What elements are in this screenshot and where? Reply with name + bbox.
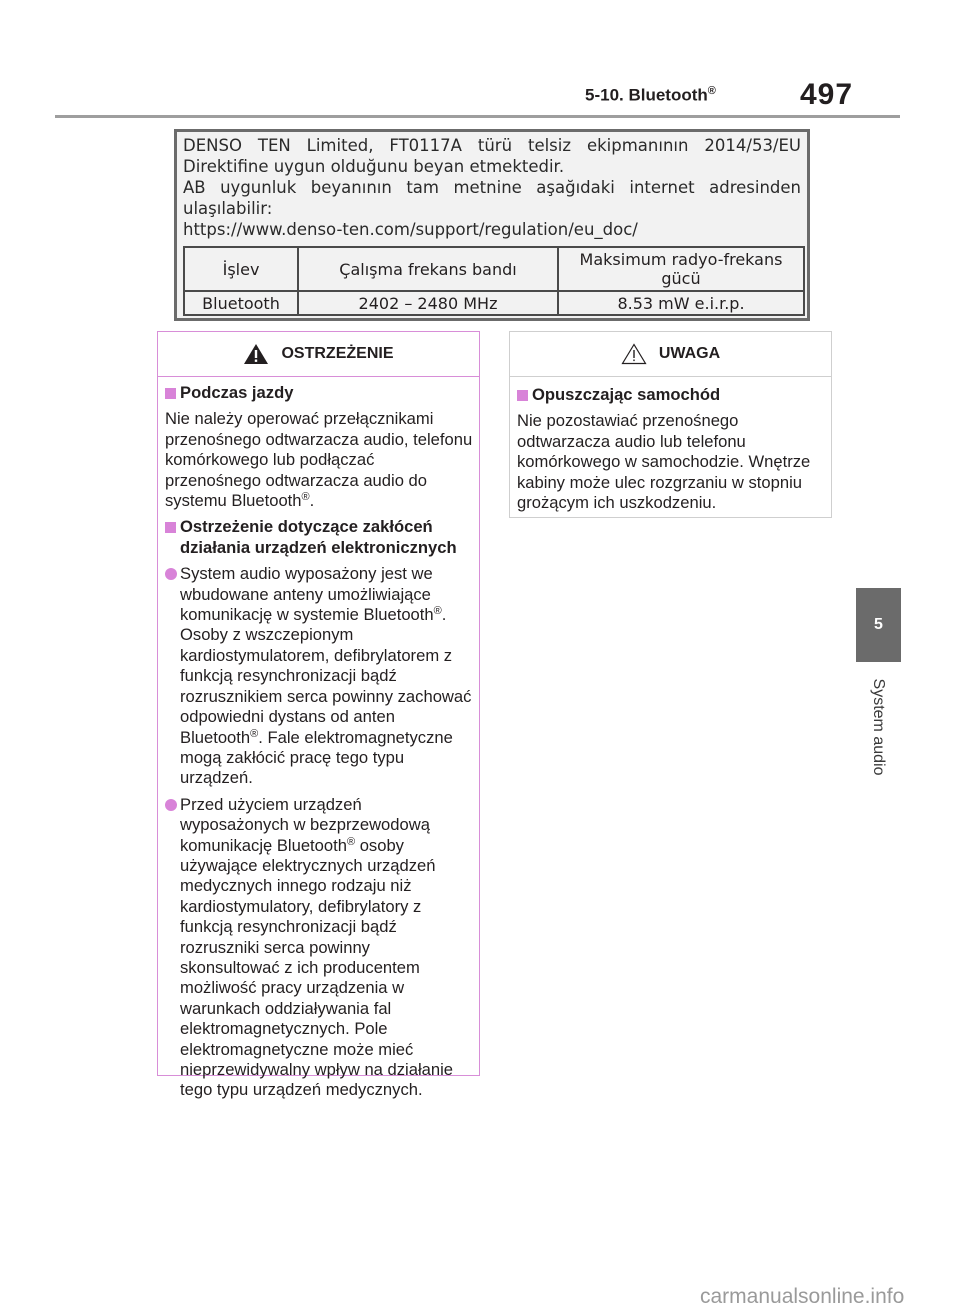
paragraph: Nie pozostawiać przenośnego odtwarzacza audio lub telefonu komórkowego w samochodzie. Wnętrze kabiny może ulec rozgrzaniu w stopniu grożącym ich uszkodzeniu. xyxy=(517,411,811,513)
notice-title: UWAGA xyxy=(658,345,721,362)
warning-title-bar xyxy=(158,332,479,377)
table-cell: Bluetooth xyxy=(184,291,298,315)
declaration-block xyxy=(174,129,810,321)
chapter-label: System audio xyxy=(870,678,887,776)
page-number: 497 xyxy=(800,78,854,111)
notice-body xyxy=(510,377,831,513)
section-heading: Opuszczając samochód xyxy=(517,385,825,405)
declaration-line: AB uygunluk beyanının tam metnine aşağıdaki internet adresinden xyxy=(183,178,801,197)
warning-body xyxy=(158,377,479,1101)
warning-box xyxy=(157,331,480,1100)
square-bullet-icon xyxy=(165,388,176,399)
declaration-line: DENSO TEN Limited, FT0117A türü telsiz ekipmanının 2014/53/EU xyxy=(183,136,801,155)
table-header-cell: İşlev xyxy=(184,247,298,291)
square-bullet-icon xyxy=(165,522,176,533)
section-heading: Ostrzeżenie dotyczące zakłóceń działania urządzeń elektronicznych xyxy=(165,517,473,558)
table-cell: 8.53 mW e.i.r.p. xyxy=(558,291,804,315)
list-item: Przed użyciem urządzeń wyposażonych w bezprzewodową komunikację Bluetooth® osoby używające elektrycznych urządzeń medycznych innego rodzaju niż kardiostymulatory, defibrylatory z funkcją resynchronizacji bądź rozruszniki serca powinny skonsultować z ich producentem możliwość pracy urządzenia w warunkach oddziaływania fal elektromagnetycznych. Pole elektromagnetyczne może mieć nieprzewidywalny wpływ na działanie tego typu urządzeń medycznych. xyxy=(165,795,473,1101)
round-bullet-icon xyxy=(165,799,177,811)
notice-box xyxy=(509,331,832,518)
warning-icon xyxy=(243,343,269,365)
table-header-cell: Çalışma frekans bandı xyxy=(298,247,558,291)
table-cell: 2402 – 2480 MHz xyxy=(298,291,558,315)
caution-icon xyxy=(621,343,647,365)
header-rule xyxy=(55,115,900,118)
warning-title: OSTRZEŻENIE xyxy=(281,345,394,362)
round-bullet-icon xyxy=(165,568,177,580)
frequency-table xyxy=(183,246,805,316)
chapter-tab: 5 xyxy=(856,588,901,662)
table-row xyxy=(184,291,804,315)
section-title: 5-10. Bluetooth® xyxy=(585,85,716,105)
declaration-line: Direktifine uygun olduğunu beyan etmektedir. xyxy=(183,157,565,176)
table-header-cell: Maksimum radyo-frekans gücü xyxy=(558,247,804,291)
watermark: carmanualsonline.info xyxy=(700,1285,905,1308)
declaration-url: https://www.denso-ten.com/support/regulation/eu_doc/ xyxy=(183,220,638,239)
table-header-row xyxy=(184,247,804,291)
declaration-line: ulaşılabilir: xyxy=(183,199,273,218)
square-bullet-icon xyxy=(517,390,528,401)
list-item: System audio wyposażony jest we wbudowane anteny umożliwiające komunikację w systemie Bluetooth®. Osoby z wszczepionym kardiostymulatorem, defibrylatorem z funkcją resynchronizacji bądź rozrusznikiem serca powinny zachować odpowiedni dystans od anten Bluetooth®. Fale elektromagnetyczne mogą zakłócić pracę tego typu urządzeń. xyxy=(165,564,473,788)
section-heading: Podczas jazdy xyxy=(165,383,473,403)
notice-title-bar xyxy=(510,332,831,377)
paragraph: Nie należy operować przełącznikami przenośnego odtwarzacza audio, telefonu komórkowego lub podłączać przenośnego odtwarzacza audio do systemu Bluetooth®. xyxy=(165,409,473,511)
